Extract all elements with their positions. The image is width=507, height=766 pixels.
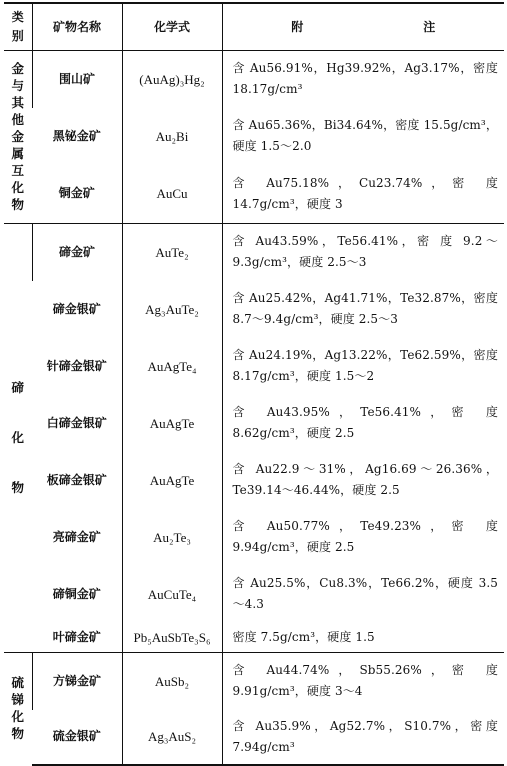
mineral-formula: Ag₃AuTe₂ [122,281,222,338]
mineral-formula: (AuAg)₃Hg₂ [122,51,222,108]
table-row [4,165,504,224]
header-formula: 化学式 [122,3,222,51]
mineral-name: 方锑金矿 [32,653,122,710]
mineral-note: 含 Au56.91%，Hg39.92%，Ag3.17%，密度 18.17g/cm³ [222,51,504,108]
table-row [4,452,504,509]
mineral-name: 碲铜金矿 [52,586,101,601]
table-row [4,653,504,710]
header-category: 类别 [4,3,32,51]
mineral-formula: AuAgTe [122,452,222,509]
mineral-name: 硫金银矿 [32,710,122,765]
mineral-note: 含 Au35.9%，Ag52.7%，S10.7%，密度 7.94g/cm³ [222,710,504,765]
table-row [4,108,504,165]
category-intermetallic: 金与其他金属互化物 [4,51,32,224]
table-row [4,710,504,765]
mineral-note: 密度 7.5g/cm³，硬度 1.5 [222,623,504,653]
mineral-formula: AuAgTe [122,395,222,452]
mineral-note: 含 Au24.19%，Ag13.22%，Te62.59%，密度 8.17g/cm³，硬度 1.5～2 [222,338,504,395]
mineral-note: 含 Au43.95%，Te56.41%，密 度 8.62g/cm³，硬度 2.5 [222,395,504,452]
mineral-formula: AuCu [122,165,222,224]
table-row [4,509,504,566]
table-row [4,395,504,452]
mineral-name: 黑铋金矿 [52,128,101,143]
mineral-name: 铜金矿 [58,186,95,201]
mineral-name: 碲金银矿 [52,301,101,316]
mineral-note: 含 Au43.59%，Te56.41%，密 度 9.2～9.3g/cm³，硬度 2.5～3 [222,224,504,281]
mineral-name: 围山矿 [32,51,122,108]
category-tellurides: 碲化物 [4,224,32,653]
table-row [4,51,504,108]
mineral-note: 含 Au25.5%，Cu8.3%，Te66.2%，硬度 3.5～4.3 [222,566,504,623]
mineral-formula: Au₂Bi [122,108,222,165]
mineral-formula: AuAgTe₄ [122,338,222,395]
mineral-formula: Pb₅AuSbTe₃S₆ [122,623,222,653]
table-header-row [4,3,504,51]
table-row [4,338,504,395]
mineral-name: 白碲金银矿 [46,415,107,430]
mineral-formula: Au₂Te₃ [122,509,222,566]
mineral-name: 亮碲金矿 [52,529,101,544]
header-name: 矿物名称 [32,3,122,51]
table-row [4,281,504,338]
mineral-note: 含 Au25.42%，Ag41.71%，Te32.87%，密度 8.7～9.4g/cm³，硬度 2.5～3 [222,281,504,338]
table-row [4,623,504,653]
category-sulfoantimonides: 硫锑化物 [4,653,32,765]
mineral-name: 碲金矿 [32,224,122,281]
mineral-formula: AuCuTe₄ [122,566,222,623]
table-row [4,566,504,623]
mineral-name: 叶碲金矿 [52,629,101,644]
mineral-name: 板碲金银矿 [46,472,107,487]
mineral-formula: Ag₃AuS₂ [122,710,222,765]
mineral-formula: AuTe₂ [122,224,222,281]
mineral-note: 含 Au75.18%，Cu23.74%，密 度 14.7g/cm³，硬度 3 [222,165,504,224]
header-note: 附 注 [222,3,504,51]
mineral-note: 含 Au44.74%，Sb55.26%，密 度 9.91g/cm³，硬度 3～4 [222,653,504,710]
mineral-note: 含 Au65.36%，Bi34.64%，密度 15.5g/cm³，硬度 1.5～2.0 [222,108,504,165]
table-row [4,224,504,281]
mineral-table [4,2,504,766]
mineral-note: 含 Au22.9～31%，Ag16.69～26.36%，Te39.14～46.44%，硬度 2.5 [222,452,504,509]
mineral-formula: AuSb₂ [122,653,222,710]
mineral-name: 针碲金银矿 [46,358,107,373]
mineral-note: 含 Au50.77%，Te49.23%，密 度 9.94g/cm³，硬度 2.5 [222,509,504,566]
